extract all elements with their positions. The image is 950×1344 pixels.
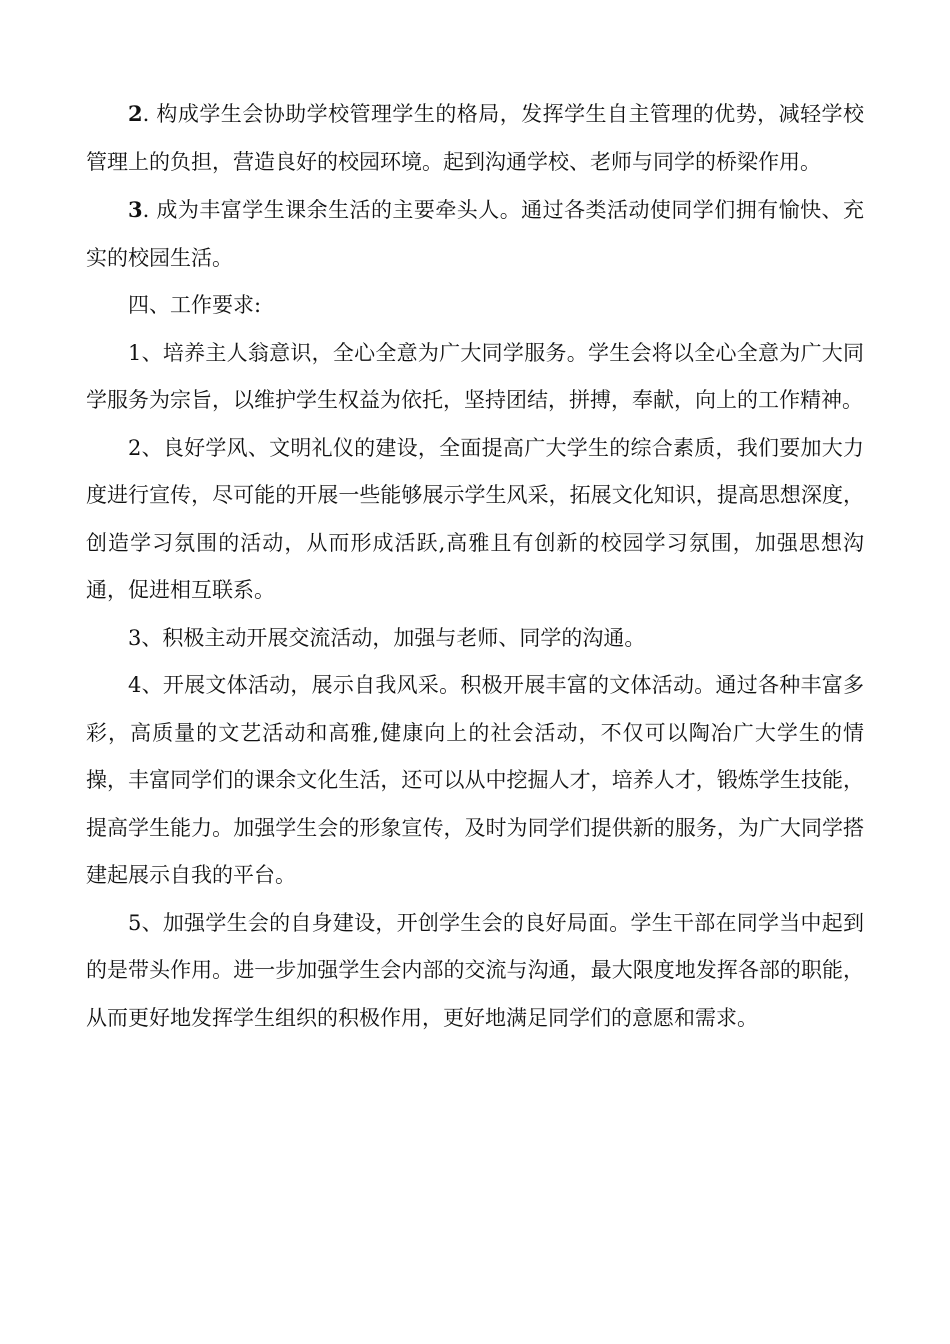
paragraph-text: 4、开展文体活动，展示自我风采。积极开展丰富的文体活动。通过各种丰富多彩，高质量的文艺活动和高雅,健康向上的社会活动，不仅可以陶冶广大学生的情操，丰富同学们的课余文化生活，还可以从中挖掘人才，培养人才，锻炼学生技能，提高学生能力。加强学生会的形象宣传，及时为同学们提供新的服务，为广大同学搭建起展示自我的平台。 <box>86 673 864 887</box>
paragraph-text: 2、良好学风、文明礼仪的建设，全面提高广大学生的综合素质，我们要加大力度进行宣传，尽可能的开展一些能够展示学生风采，拓展文化知识，提高思想深度，创造学习氛围的活动，从而形成活跃,高雅且有创新的校园学习氛围，加强思想沟通，促进相互联系。 <box>86 435 864 602</box>
paragraph-requirement-2 <box>86 425 864 615</box>
paragraph-text: 1、培养主人翁意识，全心全意为广大同学服务。学生会将以全心全意为广大同学服务为宗旨，以维护学生权益为依托，坚持团结，拼搏，奉献，向上的工作精神。 <box>86 340 864 412</box>
document-body <box>86 90 864 1042</box>
paragraph-goal-3 <box>86 186 864 282</box>
paragraph-goal-2 <box>86 90 864 186</box>
paragraph-requirement-4 <box>86 662 864 900</box>
paragraph-text: . 成为丰富学生课余生活的主要牵头人。通过各类活动使同学们拥有愉快、充实的校园生活。 <box>86 198 864 270</box>
heading-text: 四、工作要求: <box>128 293 262 317</box>
paragraph-number: 3 <box>128 197 143 222</box>
section-heading-work-requirements <box>86 282 864 330</box>
paragraph-text: . 构成学生会协助学校管理学生的格局，发挥学生自主管理的优势，减轻学校管理上的负担，营造良好的校园环境。起到沟通学校、老师与同学的桥梁作用。 <box>86 102 864 174</box>
paragraph-number: 2 <box>128 101 143 126</box>
paragraph-requirement-1 <box>86 330 864 425</box>
paragraph-text: 3、积极主动开展交流活动，加强与老师、同学的沟通。 <box>128 625 646 650</box>
paragraph-requirement-3 <box>86 615 864 663</box>
paragraph-requirement-5 <box>86 900 864 1043</box>
paragraph-text: 5、加强学生会的自身建设，开创学生会的良好局面。学生干部在同学当中起到的是带头作用。进一步加强学生会内部的交流与沟通，最大限度地发挥各部的职能，从而更好地发挥学生组织的积极作用，更好地满足同学们的意愿和需求。 <box>86 910 864 1030</box>
